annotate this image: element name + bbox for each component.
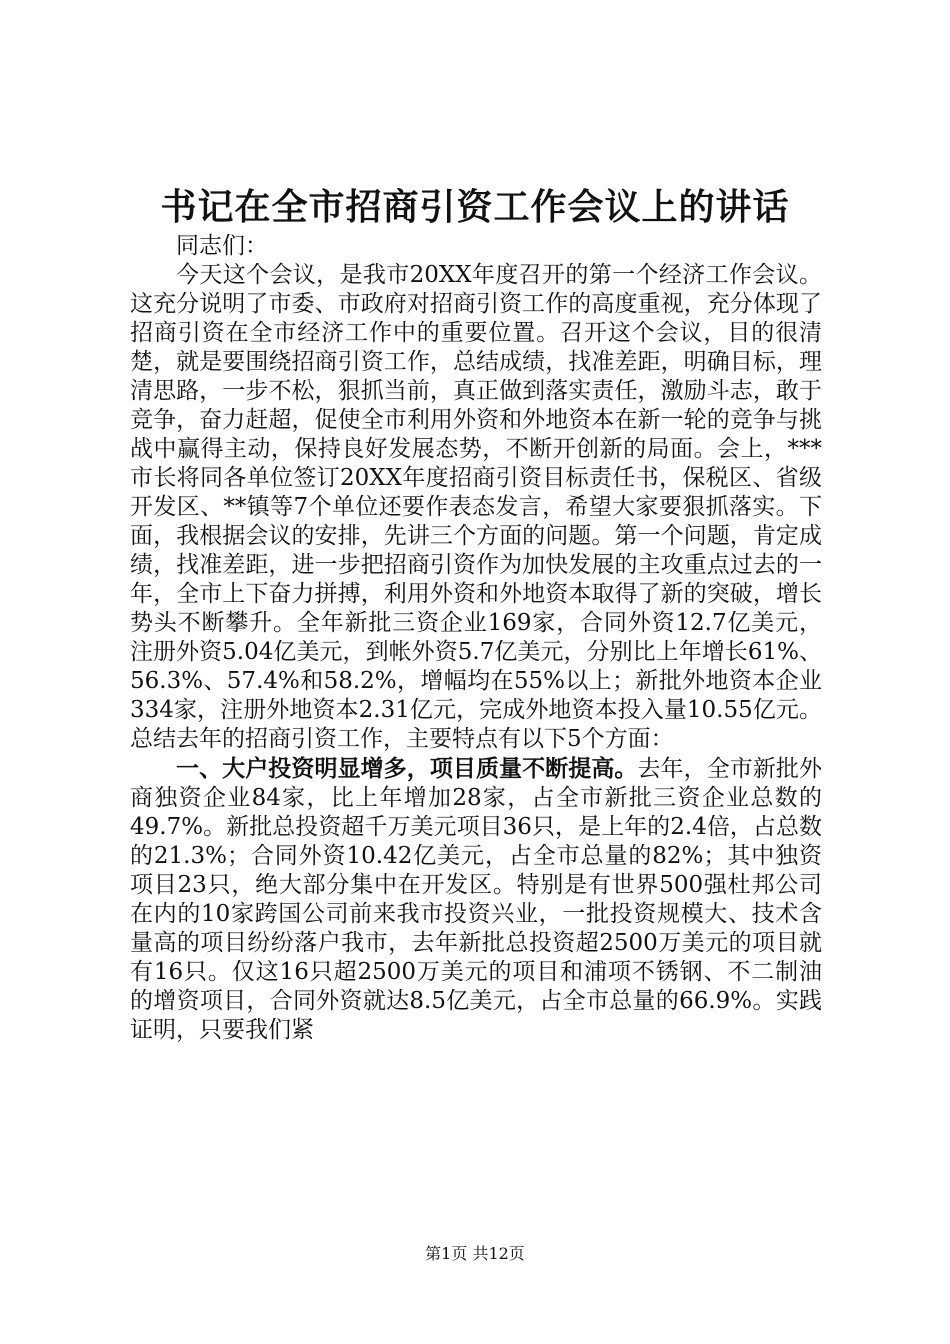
section-1-heading: 一、大户投资明显增多，项目质量不断提高。 — [176, 755, 638, 782]
document-title: 书记在全市招商引资工作会议上的讲话 — [160, 186, 790, 228]
section-1-body: 去年，全市新批外商独资企业84家，比上年增加28家，占全市新批三资企业总数的49.7%。新批总投资超千万美元项目36只，是上年的2.4倍，占总数的21.3%；合同外资10.42亿美元，占全市总量的82%；其中独资项目23只，绝大部分集中在开发区。特别是有世界500强杜邦公司在内的10家跨国公司前来我市投资兴业，一批投资规模大、技术含量高的项目纷纷落户我市，去年新批总投资超2500万美元的项目就有16只。仅这16只超2500万美元的项目和浦项不锈钢、不二制油的增资项目，合同外资就达8.5亿美元，占全市总量的66.9%。实践证明，只要我们紧 — [130, 756, 823, 1043]
page-footer: 第1页 共12页 — [425, 1244, 525, 1263]
paragraph-section-1 — [130, 754, 822, 1045]
greeting: 同志们： — [176, 233, 268, 259]
paragraph-intro: 今天这个会议，是我市20XX年度召开的第一个经济工作会议。这充分说明了市委、市政府对招商引资工作的高度重视，充分体现了招商引资在全市经济工作中的重要位置。召开这个会议，目的很清楚，就是要围绕招商引资工作，总结成绩，找准差距，明确目标，理清思路，一步不松，狠抓当前，真正做到落实责任，激励斗志，敢于竞争，奋力赶超，促使全市利用外资和外地资本在新一轮的竞争与挑战中赢得主动，保持良好发展态势，不断开创新的局面。会上，***市长将同各单位签订20XX年度招商引资目标责任书，保税区、省级开发区、**镇等7个单位还要作表态发言，希望大家要狠抓落实。下面，我根据会议的安排，先讲三个方面的问题。第一个问题，肯定成绩，找准差距，进一步把招商引资作为加快发展的主攻重点过去的一年，全市上下奋力拼搏，利用外资和外地资本取得了新的突破，增长势头不断攀升。全年新批三资企业169家，合同外资12.7亿美元，注册外资5.04亿美元，到帐外资5.7亿美元，分别比上年增长61%、56.3%、57.4%和58.2%，增幅均在55%以上；新批外地资本企业334家，注册外地资本2.31亿元，完成外地资本投入量10.55亿元。总结去年的招商引资工作，主要特点有以下5个方面： — [130, 262, 822, 752]
document-body — [130, 232, 822, 1045]
